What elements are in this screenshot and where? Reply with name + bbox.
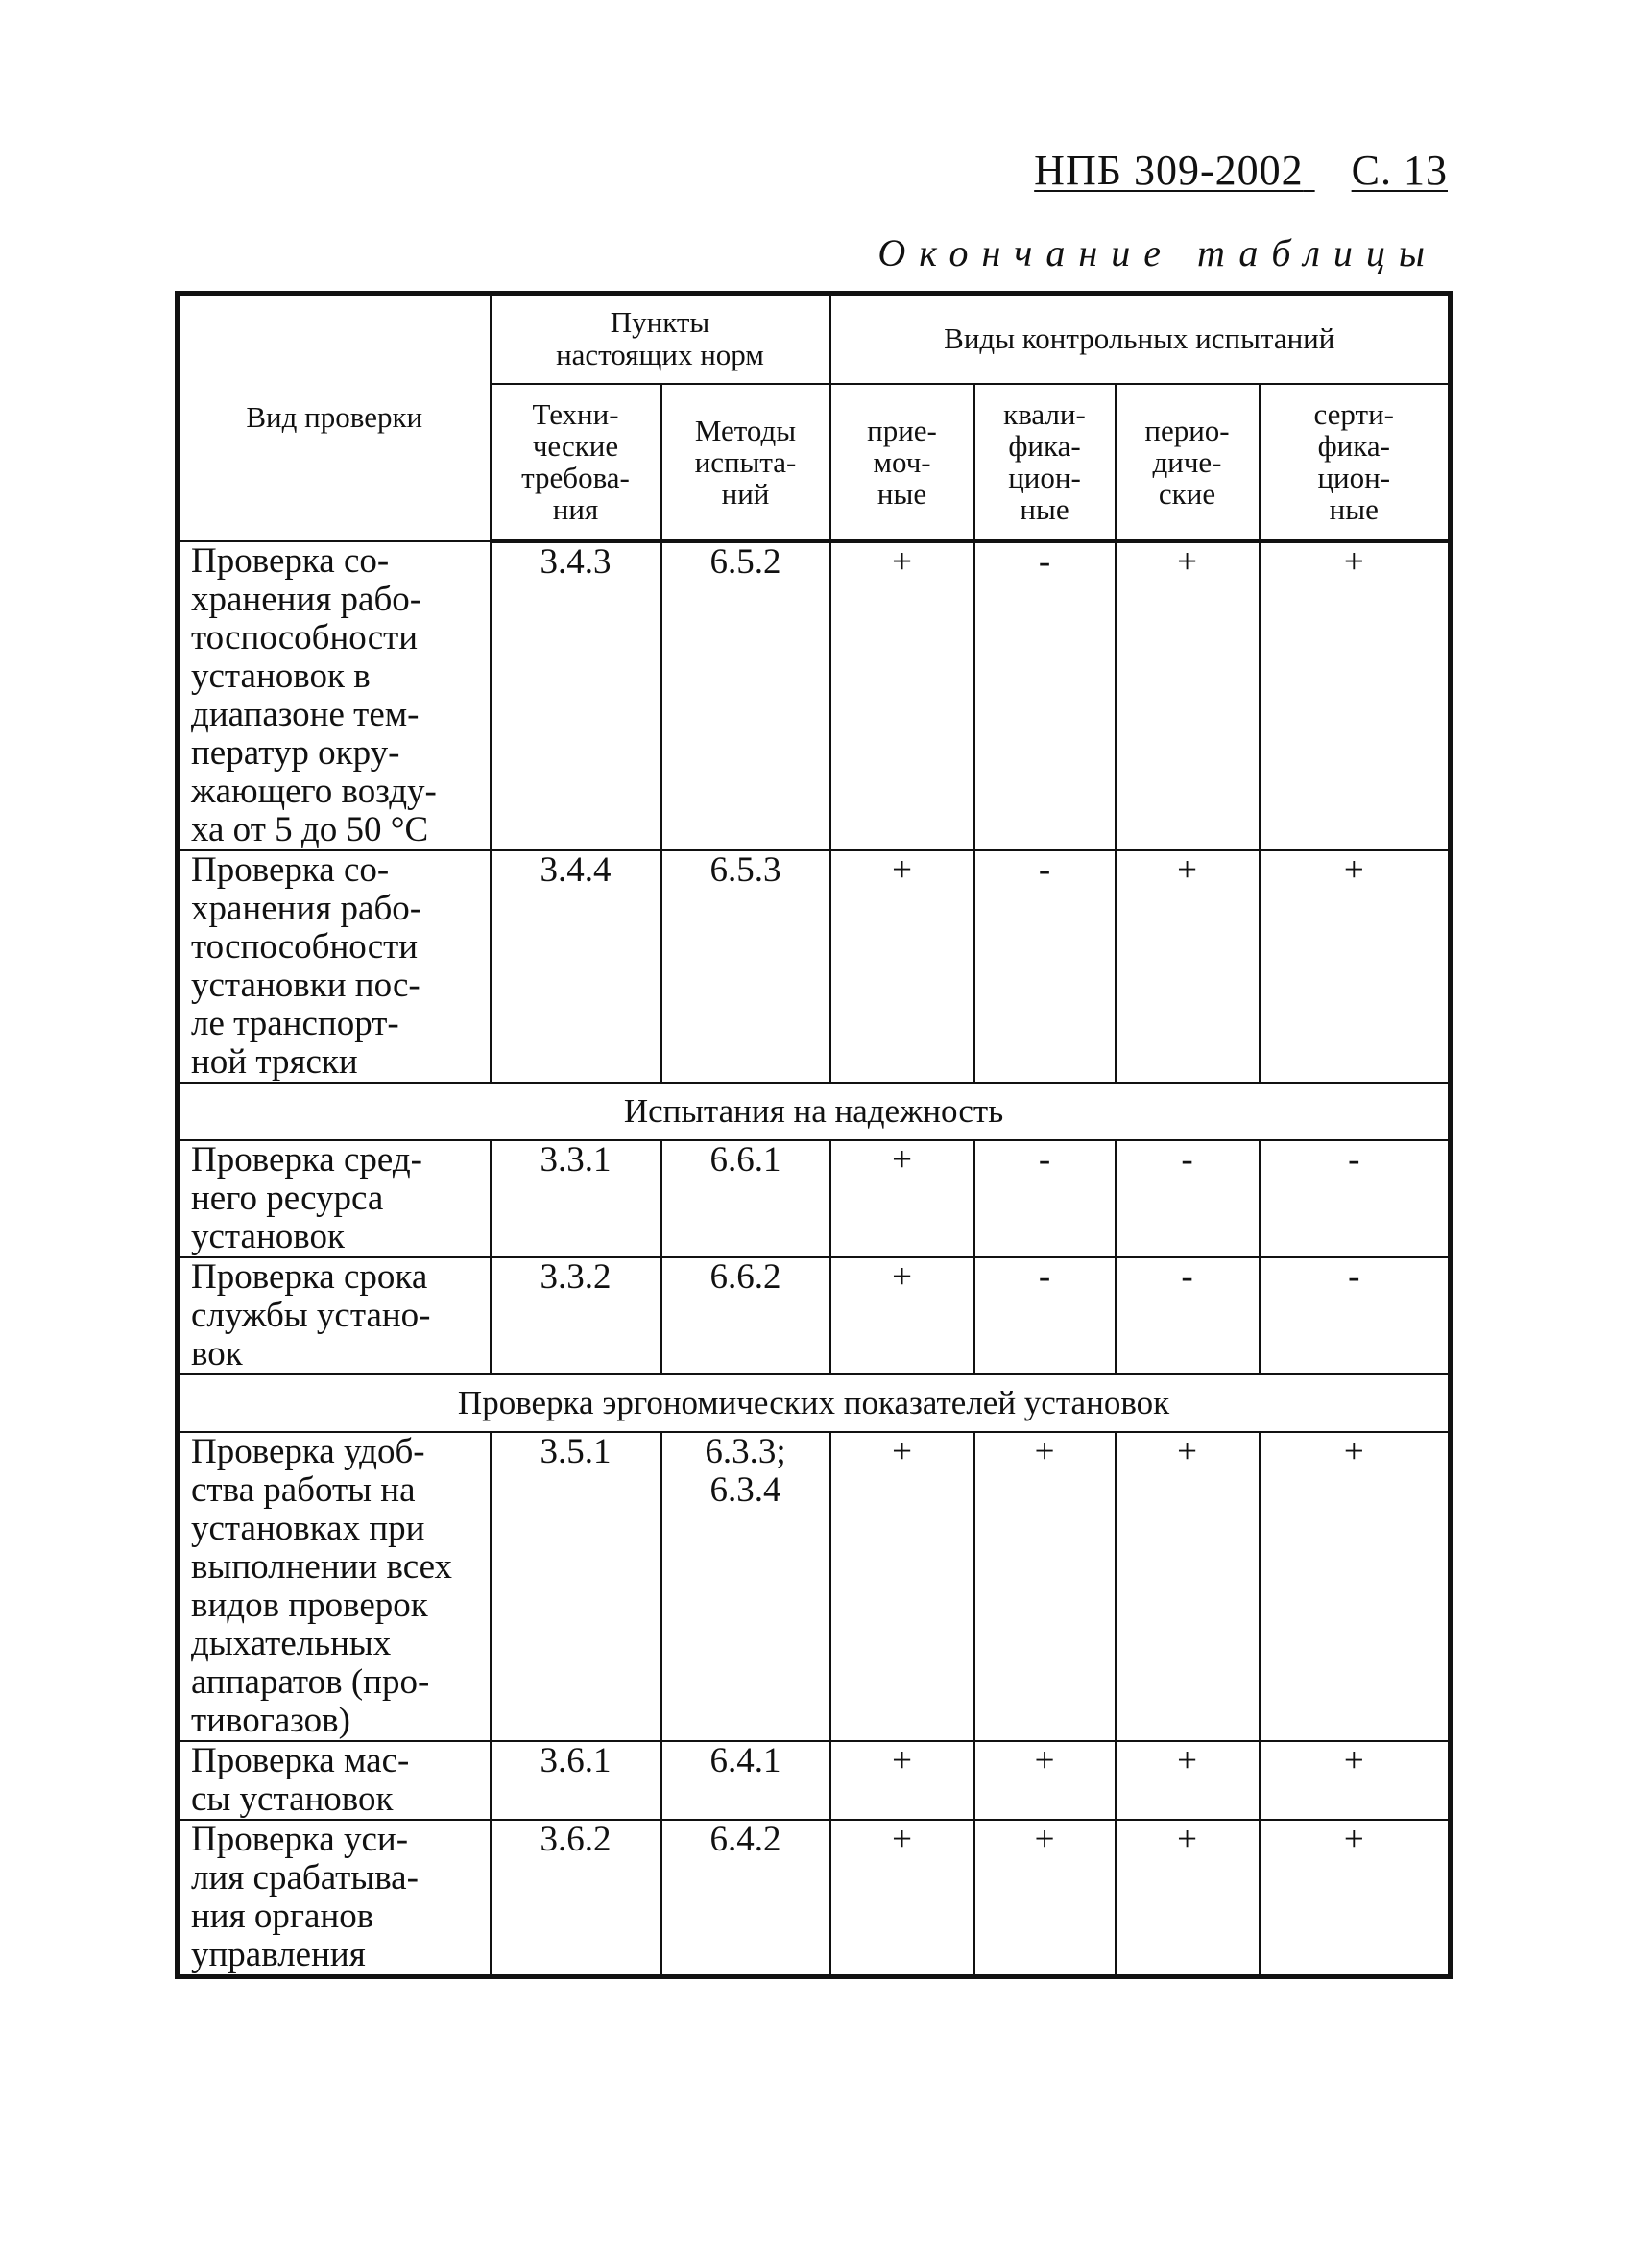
row-method-clause: 6.4.2 [661,1820,830,1977]
row-method-clause: 6.6.2 [661,1257,830,1374]
row-periodic-mark: + [1116,1820,1260,1977]
table-row [178,1257,1451,1374]
section-row [178,1374,1451,1432]
row-certification-mark: + [1260,1741,1451,1820]
row-method-clause: 6.6.1 [661,1140,830,1257]
row-method-clause: 6.4.1 [661,1741,830,1820]
row-certification-mark: - [1260,1140,1451,1257]
row-tech-clause: 3.4.4 [491,850,661,1083]
header-tech-requirements: Техни- ческие требова- ния [491,384,661,541]
row-tech-clause: 3.6.2 [491,1820,661,1977]
table-row [178,541,1451,850]
row-acceptance-mark: + [830,1432,974,1741]
row-tech-clause: 3.6.1 [491,1741,661,1820]
row-name: Проверка удоб- ства работы на установках при выполнении всех видов проверок дыхательных аппаратов (про- тивогазов) [178,1432,491,1741]
row-name: Проверка со- хранения рабо- тоспособности установки пос- ле транспорт- ной тряски [178,850,491,1083]
row-certification-mark: + [1260,541,1451,850]
row-name: Проверка уси- лия срабатыва- ния органов управления [178,1820,491,1977]
header-check-type: Вид проверки [178,294,491,541]
row-qualification-mark: - [974,1257,1116,1374]
row-qualification-mark: + [974,1741,1116,1820]
row-tech-clause: 3.4.3 [491,541,661,850]
row-acceptance-mark: + [830,1741,974,1820]
row-qualification-mark: - [974,541,1116,850]
table-row [178,850,1451,1083]
header-qualification: квали- фика- цион- ные [974,384,1116,541]
header-periodic: перио- диче- ские [1116,384,1260,541]
row-periodic-mark: - [1116,1140,1260,1257]
row-qualification-mark: - [974,1140,1116,1257]
header-test-methods: Методы испыта- ний [661,384,830,541]
header-acceptance: прие- моч- ные [830,384,974,541]
header-certification: серти- фика- цион- ные [1260,384,1451,541]
row-acceptance-mark: + [830,850,974,1083]
row-tech-clause: 3.3.2 [491,1257,661,1374]
row-method-clause: 6.3.3; 6.3.4 [661,1432,830,1741]
row-periodic-mark: + [1116,541,1260,850]
table-row [178,1140,1451,1257]
section-row [178,1083,1451,1140]
header-test-types-group: Виды контрольных испытаний [830,294,1451,384]
row-certification-mark: - [1260,1257,1451,1374]
row-acceptance-mark: + [830,1257,974,1374]
table-row [178,1741,1451,1820]
row-tech-clause: 3.5.1 [491,1432,661,1741]
row-name: Проверка мас- сы установок [178,1741,491,1820]
row-certification-mark: + [1260,850,1451,1083]
table-row [178,1432,1451,1741]
row-periodic-mark: - [1116,1257,1260,1374]
row-method-clause: 6.5.2 [661,541,830,850]
row-certification-mark: + [1260,1432,1451,1741]
row-name: Проверка со- хранения рабо- тоспособности установок в диапазоне тем- ператур окру- жающего возду- ха от 5 до 50 °С [178,541,491,850]
test-table [175,291,1453,1979]
header-clauses-group: Пункты настоящих норм [491,294,830,384]
row-tech-clause: 3.3.1 [491,1140,661,1257]
row-periodic-mark: + [1116,850,1260,1083]
row-name: Проверка срока службы устано- вок [178,1257,491,1374]
row-periodic-mark: + [1116,1741,1260,1820]
row-qualification-mark: + [974,1820,1116,1977]
section-ergonomics-title: Проверка эргономических показателей установок [178,1374,1451,1432]
row-periodic-mark: + [1116,1432,1260,1741]
row-certification-mark: + [1260,1820,1451,1977]
section-reliability-title: Испытания на надежность [178,1083,1451,1140]
table-row [178,1820,1451,1977]
row-name: Проверка сред- него ресурса установок [178,1140,491,1257]
row-method-clause: 6.5.3 [661,850,830,1083]
page-header [1034,146,1448,195]
row-acceptance-mark: + [830,1820,974,1977]
row-acceptance-mark: + [830,541,974,850]
row-acceptance-mark: + [830,1140,974,1257]
row-qualification-mark: - [974,850,1116,1083]
row-qualification-mark: + [974,1432,1116,1741]
page-number: С. 13 [1351,147,1448,194]
continuation-label: Окончание таблицы [877,231,1438,275]
doc-code: НПБ 309-2002 [1034,147,1304,194]
